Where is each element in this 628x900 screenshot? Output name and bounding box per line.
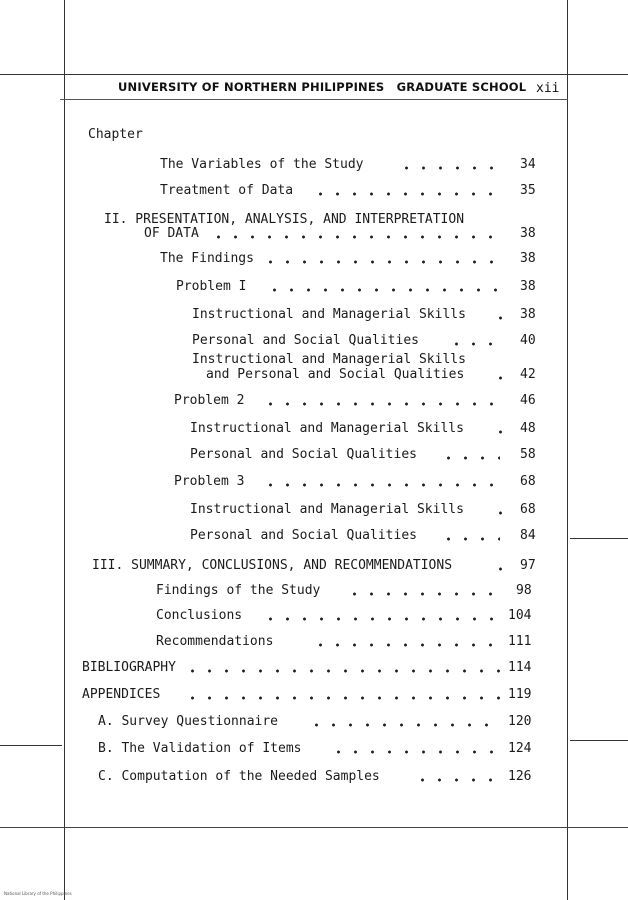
right-crop-mark bbox=[570, 740, 628, 741]
toc-entry-text: Problem 3 bbox=[174, 474, 245, 489]
toc-entry-page: 34 bbox=[520, 157, 536, 172]
toc-entry-text: APPENDICES bbox=[82, 687, 161, 702]
leader-dots bbox=[312, 643, 500, 647]
toc-entry-text: A. Survey Questionnaire bbox=[98, 714, 279, 729]
toc-entry-text: C. Computation of the Needed Samples bbox=[98, 769, 380, 784]
toc-entry-page: 38 bbox=[520, 279, 536, 294]
leader-dots bbox=[312, 192, 500, 196]
toc-entry-page: 38 bbox=[520, 226, 536, 241]
leader-dots bbox=[262, 483, 500, 487]
toc-entry-text: Treatment of Data bbox=[160, 183, 294, 198]
toc-entry-text: and Personal and Social Qualities bbox=[206, 367, 465, 382]
toc-entry-page: 68 bbox=[520, 502, 536, 517]
bottom-rule bbox=[0, 827, 628, 828]
page-number: xii bbox=[536, 81, 560, 96]
toc-entry-text: Problem I bbox=[176, 279, 247, 294]
toc-entry-text: Instructional and Managerial Skills bbox=[190, 421, 464, 436]
left-crop-mark bbox=[0, 745, 62, 746]
right-margin-line bbox=[567, 0, 568, 900]
leader-dots bbox=[266, 288, 500, 292]
toc-entry-text: Recommendations bbox=[156, 634, 274, 649]
left-margin-line bbox=[64, 0, 65, 900]
toc-entry-text: Instructional and Managerial Skills bbox=[192, 307, 466, 322]
toc-entry-page: 40 bbox=[520, 333, 536, 348]
toc-entry-page: 124 bbox=[508, 741, 532, 756]
toc-entry-text: Personal and Social Qualities bbox=[190, 528, 417, 543]
toc-entry-text: II. PRESENTATION, ANALYSIS, AND INTERPRETATION bbox=[104, 212, 465, 227]
leader-dots bbox=[330, 750, 500, 754]
toc-entry-text: Findings of the Study bbox=[156, 583, 321, 598]
toc-entry-text: Conclusions bbox=[156, 608, 243, 623]
toc-entry-text: BIBLIOGRAPHY bbox=[82, 660, 176, 675]
chapter-heading: Chapter bbox=[88, 127, 143, 142]
leader-dots bbox=[184, 696, 500, 700]
leader-dots bbox=[262, 260, 500, 264]
leader-dots bbox=[440, 537, 500, 541]
toc-entry-page: 84 bbox=[520, 528, 536, 543]
leader-dots bbox=[184, 669, 500, 673]
toc-entry-text: Personal and Social Qualities bbox=[192, 333, 419, 348]
institution-name: UNIVERSITY OF NORTHERN PHILIPPINES bbox=[118, 80, 385, 94]
toc-entry-page: 126 bbox=[508, 769, 532, 784]
toc-entry-page: 46 bbox=[520, 393, 536, 408]
toc-entry-text: B. The Validation of Items bbox=[98, 741, 302, 756]
leader-dots bbox=[448, 342, 500, 346]
toc-entry-page: 97 bbox=[520, 558, 536, 573]
right-crop-mark-2 bbox=[570, 538, 628, 539]
leader-dots bbox=[492, 430, 502, 434]
leader-dots bbox=[492, 567, 502, 571]
toc-entry-page: 58 bbox=[520, 447, 536, 462]
toc-entry-text: Instructional and Managerial Skills bbox=[192, 352, 466, 367]
toc-entry-page: 35 bbox=[520, 183, 536, 198]
toc-entry-page: 104 bbox=[508, 608, 532, 623]
toc-entry-text: The Variables of the Study bbox=[160, 157, 364, 172]
toc-entry-text: Personal and Social Qualities bbox=[190, 447, 417, 462]
header-underline bbox=[60, 99, 568, 100]
leader-dots bbox=[440, 456, 500, 460]
toc-entry-page: 114 bbox=[508, 660, 532, 675]
leader-dots bbox=[492, 316, 502, 320]
toc-entry-text: Instructional and Managerial Skills bbox=[190, 502, 464, 517]
toc-entry-page: 38 bbox=[520, 251, 536, 266]
leader-dots bbox=[492, 511, 502, 515]
leader-dots bbox=[492, 376, 502, 380]
toc-entry-text: OF DATA bbox=[144, 226, 199, 241]
toc-entry-page: 42 bbox=[520, 367, 536, 382]
toc-entry-text: Problem 2 bbox=[174, 393, 245, 408]
footer-text: National Library of the Philippines bbox=[4, 891, 72, 896]
toc-entry-text: The Findings bbox=[160, 251, 254, 266]
leader-dots bbox=[262, 617, 500, 621]
toc-entry-page: 119 bbox=[508, 687, 532, 702]
toc-entry-page: 120 bbox=[508, 714, 532, 729]
page-header bbox=[118, 80, 534, 94]
toc-entry-text: III. SUMMARY, CONCLUSIONS, AND RECOMMENDATIONS bbox=[92, 558, 453, 573]
school-name: GRADUATE SCHOOL bbox=[396, 80, 527, 94]
header-rule bbox=[0, 74, 628, 75]
toc-entry-page: 48 bbox=[520, 421, 536, 436]
toc-entry-page: 111 bbox=[508, 634, 532, 649]
leader-dots bbox=[398, 166, 500, 170]
leader-dots bbox=[210, 235, 500, 239]
leader-dots bbox=[262, 402, 500, 406]
toc-entry-page: 38 bbox=[520, 307, 536, 322]
leader-dots bbox=[414, 778, 500, 782]
toc-entry-page: 68 bbox=[520, 474, 536, 489]
leader-dots bbox=[346, 592, 500, 596]
leader-dots bbox=[308, 723, 500, 727]
toc-entry-page: 98 bbox=[516, 583, 532, 598]
